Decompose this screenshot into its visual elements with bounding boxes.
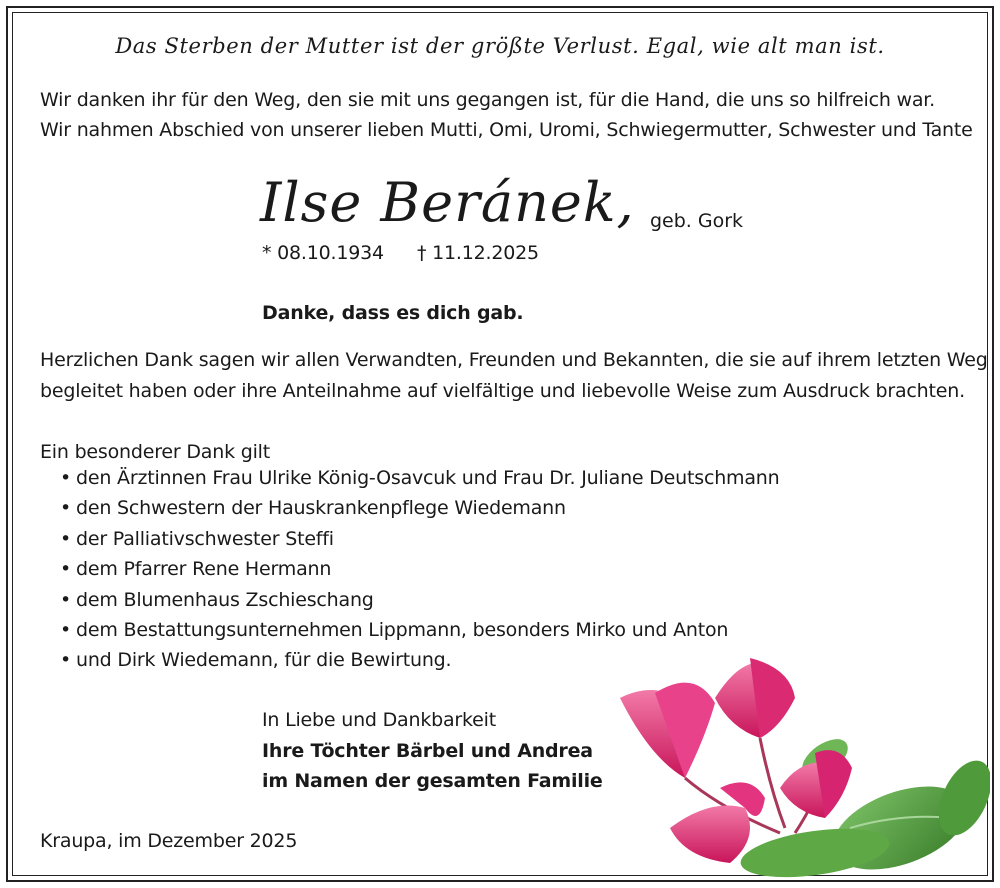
list-item: • dem Bestattungsunternehmen Lippmann, besonders Mirko und Anton [60, 615, 779, 645]
bullet-icon: • [60, 619, 72, 642]
signature-line-1: In Liebe und Dankbarkeit [262, 709, 496, 731]
bullet-icon: • [60, 497, 72, 520]
list-item: • der Palliativschwester Steffi [60, 524, 779, 554]
bullet-icon: • [60, 649, 72, 672]
bullet-icon: • [60, 588, 72, 611]
birth-date: * 08.10.1934 [262, 242, 384, 264]
intro-line-1: Wir danken ihr für den Weg, den sie mit uns gegangen ist, für die Hand, die uns so hilfreich war. [40, 89, 935, 111]
cyclamen-blossom [620, 683, 715, 778]
death-date: † 11.12.2025 [417, 242, 539, 264]
deceased-name: Ilse Beránek, [260, 171, 635, 234]
special-thanks-heading: Ein besonderer Dank gilt [40, 441, 270, 463]
signature-line-3: im Namen der gesamten Familie [262, 770, 603, 792]
list-item: • dem Blumenhaus Zschieschang [60, 585, 779, 615]
intro-line-2: Wir nahmen Abschied von unserer lieben Mutti, Omi, Uromi, Schwiegermutter, Schwester und Tante [40, 119, 973, 141]
bullet-icon: • [60, 558, 72, 581]
place-date: Kraupa, im Dezember 2025 [40, 830, 298, 852]
bullet-icon: • [60, 467, 72, 489]
gratitude-line-2: begleitet haben oder ihre Anteilnahme auf vielfältige und liebevolle Weise zum Ausdruck brachten. [40, 380, 965, 402]
special-thanks-list [60, 463, 779, 676]
signature-line-2: Ihre Töchter Bärbel und Andrea [262, 740, 593, 762]
list-item: • dem Pfarrer Rene Hermann [60, 554, 779, 584]
motto: Das Sterben der Mutter ist der größte Verlust. Egal, wie alt man ist. [115, 34, 885, 58]
thanks-line: Danke, dass es dich gab. [262, 302, 524, 324]
cyclamen-flowers-image [600, 648, 990, 878]
list-item: • und Dirk Wiedemann, für die Bewirtung. [60, 645, 779, 675]
cyclamen-blossom [715, 658, 795, 738]
list-item: • den Ärztinnen Frau Ulrike König-Osavcuk und Frau Dr. Juliane Deutschmann [60, 463, 779, 493]
bullet-icon: • [60, 527, 72, 550]
gratitude-line-1: Herzlichen Dank sagen wir allen Verwandten, Freunden und Bekannten, die sie auf ihrem letzten Weg [40, 349, 988, 371]
maiden-name: geb. Gork [650, 210, 744, 232]
list-item: • den Schwestern der Hauskrankenpflege Wiedemann [60, 493, 779, 523]
